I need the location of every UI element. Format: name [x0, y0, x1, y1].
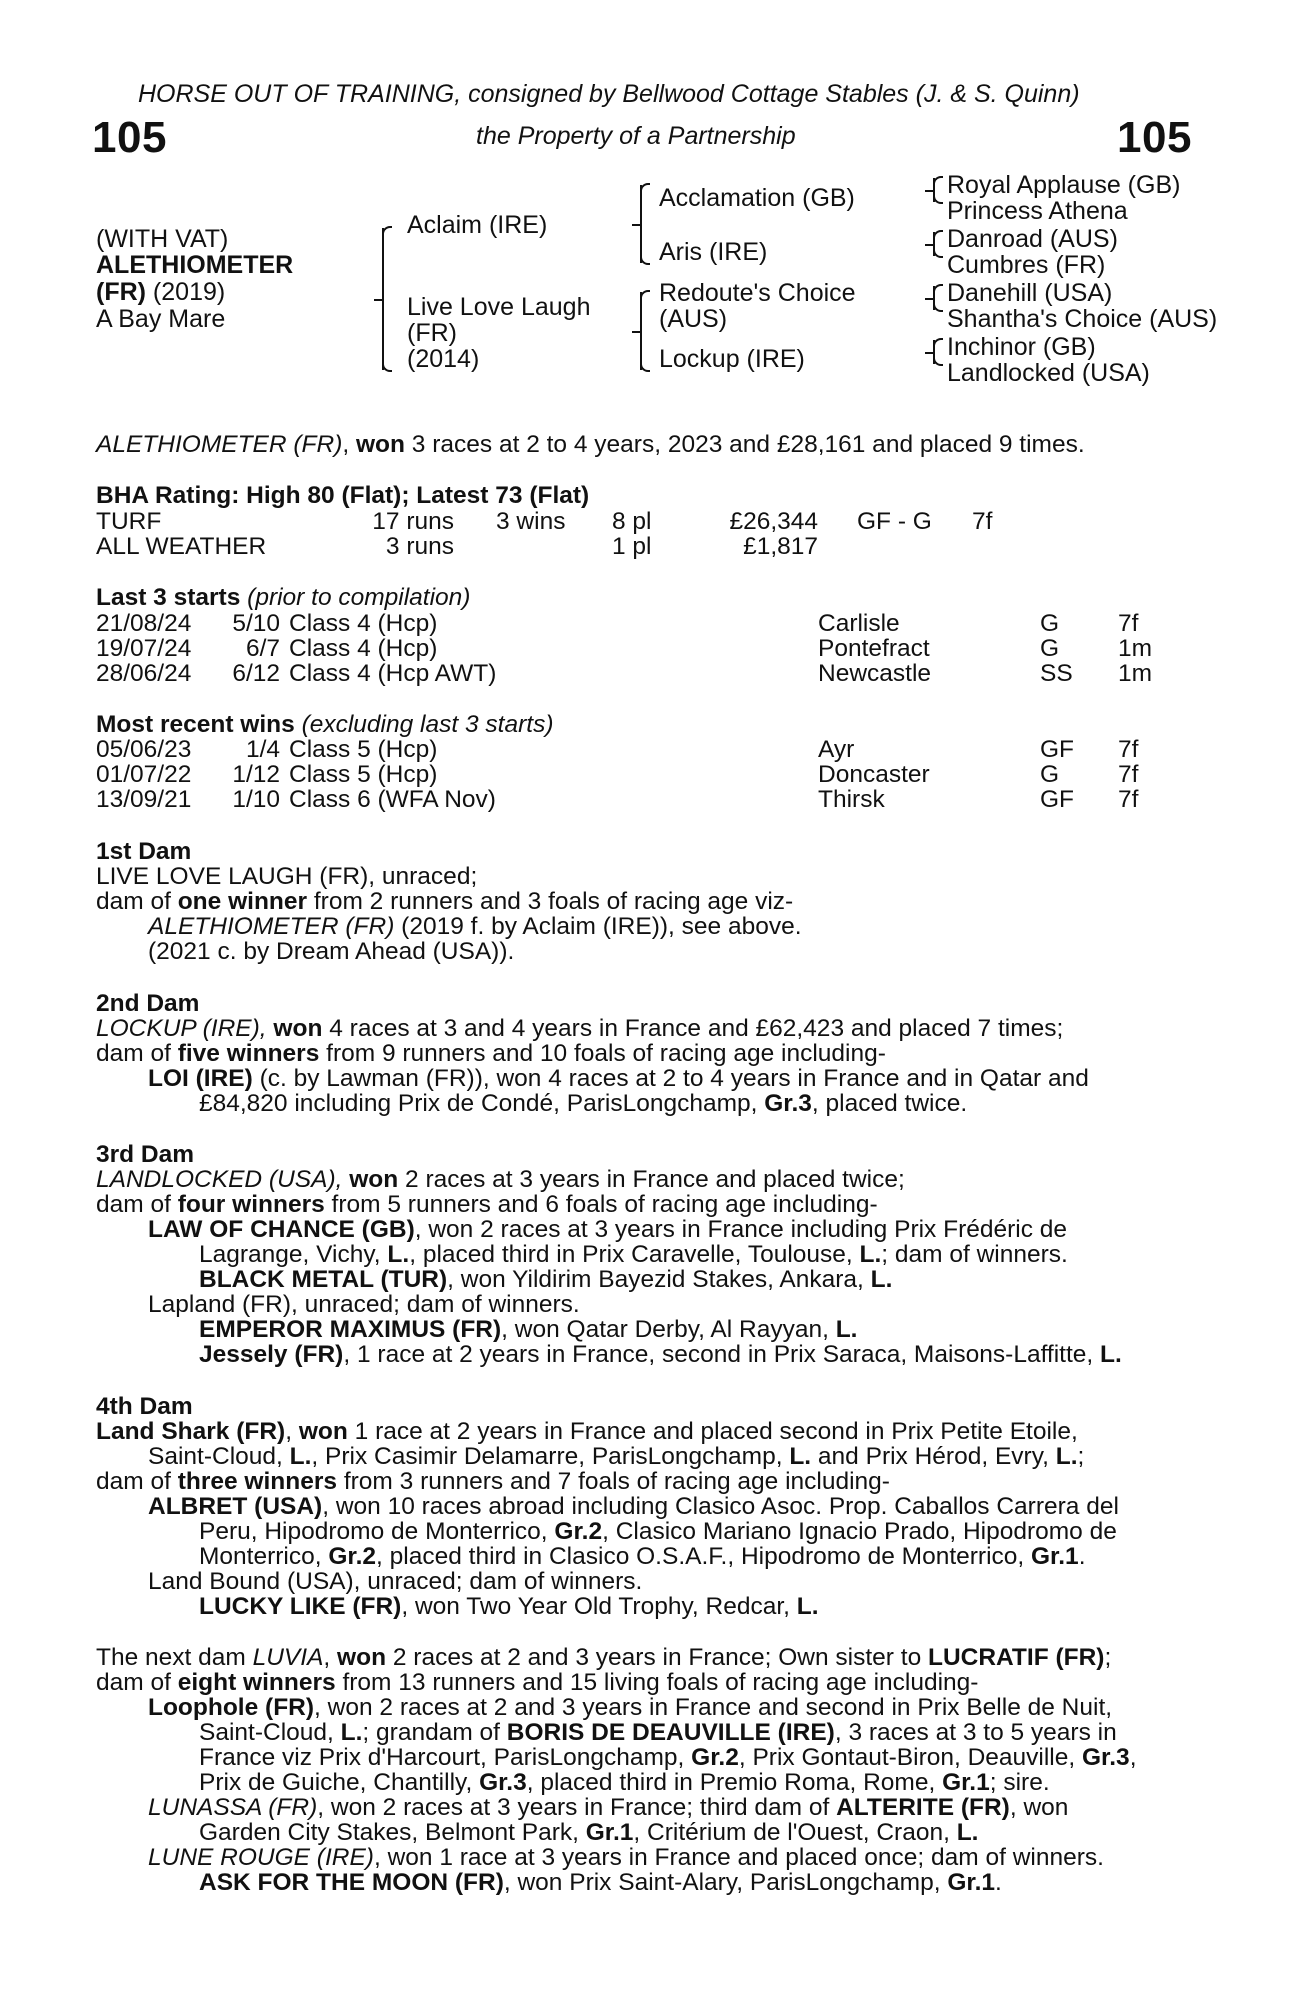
first-dam-heading: 1st Dam: [96, 838, 192, 865]
fourth-dam-line: Peru, Hipodromo de Monterrico, Gr.2, Clasico Mariano Ignacio Prado, Hipodromo de: [199, 1518, 1117, 1545]
horse-country: (FR): [96, 278, 146, 306]
fourth-dam-line: Monterrico, Gr.2, placed third in Clasico O.S.A.F., Hipodromo de Monterrico, Gr.1.: [199, 1543, 1086, 1570]
pedigree-dam-line1: Live Love Laugh: [407, 293, 591, 321]
pedigree-brace-main: [382, 228, 384, 370]
first-dam-line: dam of one winner from 2 runners and 3 foals of racing age viz-: [96, 888, 794, 915]
pedigree-sdd: Cumbres (FR): [947, 251, 1106, 279]
next-dam-line: dam of eight winners from 13 runners and 15 living foals of racing age including-: [96, 1669, 979, 1696]
catalogue-page: HORSE OUT OF TRAINING, consigned by Bellwood Cottage Stables (J. & S. Quinn) 105 the Property of a Partnership 105 (WITH VAT) ALETHIOMETER (FR) (2019) A Bay Mare Aclaim (IRE) Live Love Laugh (FR) (2014) Acclamation (GB) Aris (IRE) Redoute's Choice (AUS) Lockup (IRE) Royal Applause (GB) Princess Athena Danroad (AUS) Cumbres (FR) Danehill (USA) Shantha's Choice (AUS) Inchinor (GB) Landlocked (USA) ALETHIOMETER (FR), won 3 races at 2 to 4 years, 2023 and £28,161 and placed 9 times. BHA Rating: High 80 (Flat); Latest 73 (Flat) TURF 17 runs 3 wins 8 pl £26,344 GF - G 7f ALL WEATHER 3 runs 1 pl £1,817 Last 3 starts (prior to compilation) 21/08/24 5/10 Class 4 (Hcp) Carlisle G 7f 19/07/24 6/7 Class 4 (Hcp) Pontefract G 1m 28/06/24 6/12 Class 4 (Hcp AWT) Newcastle SS 1m Most recent wins (excluding last 3 starts) 05/06/23 1/4 Class 5 (Hcp) Ayr GF 7f 01/07/22 1/12 Class 5 (Hcp) Doncaster G 7f 13/09/21 1/10 Class 6 (WFA Nov) Thirsk GF 7f 1st Dam LIVE LOVE LAUGH (FR), unraced; dam of one winner from 2 runners and 3 foals of racing age viz- ALETHIOMETER (FR) (2019 f. by Aclaim (IRE)), see above. (2021 c. by Dream Ahead (USA)). 2nd Dam LOCKUP (IRE), won 4 races at 3 and 4 years in France and £62,423 and placed 7 times; dam of five winners from 9 runners and 10 foals of racing age including- LOI (IRE) (c. by Lawman (FR)), won 4 races at 2 to 4 years in France and in Qatar and £84,820 including Prix de Condé, ParisLongchamp, Gr.3, placed twice. 3rd Dam LANDLOCKED (USA), won 2 races at 3 years in France and placed twice; dam of four winners from 5 runners and 6 foals of racing age including- LAW OF CHANCE (GB), won 2 races at 3 years in France including Prix Frédéric de Lagrange, Vichy, L., placed third in Prix Caravelle, Toulouse, L.; dam of winners. BLACK METAL (TUR), won Yildirim Bayezid Stakes, Ankara, L. Lapland (FR), unraced; dam of winners. EMPEROR MAXIMUS (FR), won Qatar Derby, Al Rayyan, L. Jessely (FR), 1 race at 2 years in France, second in Prix Saraca, Maisons-Laffitte, L. 4th Dam Land Shark (FR), won 1 race at 2 years in France and placed second in Prix Petite Etoile, Saint-Cloud, L., Prix Casimir Delamarre, ParisLongchamp, L. and Prix Hérod, Evry, L.; dam of three winners from 3 runners and 7 foals of racing age including- ALBRET (USA), won 10 races abroad including Clasico Asoc. Prop. Caballos Carrera del Peru, Hipodromo de Monterrico, Gr.2, Clasico Mariano Ignacio Prado, Hipodromo de Monterrico, Gr.2, placed third in Clasico O.S.A.F., Hipodromo de Monterrico, Gr.1. Land Bound (USA), unraced; dam of winners. LUCKY LIKE (FR), won Two Year Old Trophy, Redcar, L. The next dam LUVIA, won 2 races at 2 and 3 years in France; Own sister to LUCRATIF (FR); dam of eight winners from 13 runners and 15 living foals of racing age including- Loophole (FR), won 2 races at 2 and 3 years in France and second in Prix Belle de Nuit, Saint-Cloud, L.; grandam of BORIS DE DEAUVILLE (IRE), 3 races at 3 to 5 years in France viz Prix d'Harcourt, ParisLongchamp, Gr.2, Prix Gontaut-Biron, Deauville, Gr.3, Prix de Guiche, Chantilly, Gr.3, placed third in Premio Roma, Rome, Gr.1; sire. LUNASSA (FR), won 2 races at 3 years in France; third dam of ALTERITE (FR), won Garden City Stakes, Belmont Park, Gr.1, Critérium de l'Ouest, Craon, L. LUNE ROUGE (IRE), won 1 race at 3 years in France and placed once; dam of winners. ASK FOR THE MOON (FR), won Prix Saint-Alary, ParisLongchamp, Gr.1.: [92, 80, 1218, 1896]
pedigree-ddd: Landlocked (USA): [947, 359, 1150, 387]
pedigree-sire-dam: Aris (IRE): [659, 238, 768, 266]
next-dam-line: Garden City Stakes, Belmont Park, Gr.1, Critérium de l'Ouest, Craon, L.: [199, 1819, 979, 1846]
fourth-dam-line: Land Shark (FR), won 1 race at 2 years in France and placed second in Prix Petite Etoile,: [96, 1418, 1078, 1445]
fourth-dam-line: Saint-Cloud, L., Prix Casimir Delamarre, ParisLongchamp, L. and Prix Hérod, Evry, L.;: [148, 1443, 1085, 1470]
last3-heading: Last 3 starts (prior to compilation): [96, 584, 471, 611]
next-dam-line: LUNASSA (FR), won 2 races at 3 years in France; third dam of ALTERITE (FR), won: [148, 1794, 1069, 1821]
pedigree-dam-line2: (FR): [407, 319, 457, 347]
horse-country-year: [96, 279, 225, 306]
property-line: the Property of a Partnership: [476, 122, 796, 150]
second-dam-line: dam of five winners from 9 runners and 10 foals of racing age including-: [96, 1040, 886, 1067]
pedigree-dam-sire-line2: (AUS): [659, 305, 728, 333]
lot-number-right: 105: [1117, 113, 1192, 162]
first-dam-line: (2021 c. by Dream Ahead (USA)).: [148, 938, 515, 965]
second-dam-line: LOCKUP (IRE), won 4 races at 3 and 4 years in France and £62,423 and placed 7 times;: [96, 1015, 1064, 1042]
pedigree-dds: Inchinor (GB): [947, 333, 1096, 361]
third-dam-line: LAW OF CHANCE (GB), won 2 races at 3 years in France including Prix Frédéric de: [148, 1216, 1068, 1243]
fourth-dam-line: LUCKY LIKE (FR), won Two Year Old Trophy, Redcar, L.: [199, 1593, 819, 1620]
horse-year: (2019): [145, 278, 226, 306]
vat-note: (WITH VAT): [96, 225, 229, 253]
third-dam-line: LANDLOCKED (USA), won 2 races at 3 years in France and placed twice;: [96, 1166, 905, 1193]
pedigree-sds: Danroad (AUS): [947, 225, 1118, 253]
third-dam-line: BLACK METAL (TUR), won Yildirim Bayezid Stakes, Ankara, L.: [199, 1266, 893, 1293]
third-dam-line: Lagrange, Vichy, L., placed third in Prix Caravelle, Toulouse, L.; dam of winners.: [199, 1241, 1068, 1268]
pedigree-brace-ds: [933, 286, 935, 310]
pedigree-ssd: Princess Athena: [947, 197, 1128, 225]
next-dam-line: Loophole (FR), won 2 races at 2 and 3 years in France and second in Prix Belle de Nuit,: [148, 1694, 1113, 1721]
pedigree-dam-line3: (2014): [407, 345, 480, 373]
race-summary: ALETHIOMETER (FR), won 3 races at 2 to 4 years, 2023 and £28,161 and placed 9 times.: [96, 431, 1085, 458]
pedigree-sire: Aclaim (IRE): [407, 211, 548, 239]
third-dam-line: EMPEROR MAXIMUS (FR), won Qatar Derby, Al Rayyan, L.: [199, 1316, 858, 1343]
next-dam-line: France viz Prix d'Harcourt, ParisLongchamp, Gr.2, Prix Gontaut-Biron, Deauville, Gr.3,: [199, 1744, 1137, 1771]
fourth-dam-line: Land Bound (USA), unraced; dam of winners.: [148, 1568, 643, 1595]
second-dam-line: LOI (IRE) (c. by Lawman (FR)), won 4 races at 2 to 4 years in France and in Qatar and: [148, 1065, 1089, 1092]
next-dam-line: LUNE ROUGE (IRE), won 1 race at 3 years in France and placed once; dam of winners.: [148, 1844, 1104, 1871]
third-dam-line: dam of four winners from 5 runners and 6 foals of racing age including-: [96, 1191, 878, 1218]
bha-rating-heading: BHA Rating: High 80 (Flat); Latest 73 (Flat): [96, 482, 590, 509]
next-dam-line: Prix de Guiche, Chantilly, Gr.3, placed third in Premio Roma, Rome, Gr.1; sire.: [199, 1769, 1050, 1796]
fourth-dam-line: dam of three winners from 3 runners and 7 foals of racing age including-: [96, 1468, 890, 1495]
fourth-dam-heading: 4th Dam: [96, 1393, 193, 1420]
horse-description: A Bay Mare: [96, 305, 226, 333]
pedigree-dam-dam: Lockup (IRE): [659, 345, 805, 373]
next-dam-line: ASK FOR THE MOON (FR), won Prix Saint-Alary, ParisLongchamp, Gr.1.: [199, 1869, 1002, 1896]
pedigree-brace-sd: [933, 232, 935, 256]
third-dam-line: Jessely (FR), 1 race at 2 years in France, second in Prix Saraca, Maisons-Laffitte, L.: [199, 1341, 1122, 1368]
next-dam-line: Saint-Cloud, L.; grandam of BORIS DE DEAUVILLE (IRE), 3 races at 3 to 5 years in: [199, 1719, 1117, 1746]
pedigree-brace-sire: [640, 185, 642, 263]
first-dam-line: ALETHIOMETER (FR) (2019 f. by Aclaim (IRE)), see above.: [148, 913, 802, 940]
pedigree-dss: Danehill (USA): [947, 279, 1113, 307]
pedigree-sss: Royal Applause (GB): [947, 171, 1181, 199]
fourth-dam-line: ALBRET (USA), won 10 races abroad including Clasico Asoc. Prop. Caballos Carrera del: [148, 1493, 1119, 1520]
next-dam-line: The next dam LUVIA, won 2 races at 2 and 3 years in France; Own sister to LUCRATIF (FR);: [96, 1644, 1112, 1671]
pedigree-dsd: Shantha's Choice (AUS): [947, 305, 1218, 333]
first-dam-line: LIVE LOVE LAUGH (FR), unraced;: [96, 863, 478, 890]
third-dam-heading: 3rd Dam: [96, 1141, 195, 1168]
pedigree-brace-ss: [933, 178, 935, 202]
pedigree-dam-sire-line1: Redoute's Choice: [659, 279, 856, 307]
third-dam-line: Lapland (FR), unraced; dam of winners.: [148, 1291, 580, 1318]
pedigree-brace-dam: [640, 292, 642, 370]
horse-name: ALETHIOMETER: [96, 251, 294, 279]
consignor-line: HORSE OUT OF TRAINING, consigned by Bellwood Cottage Stables (J. & S. Quinn): [138, 80, 1080, 108]
pedigree-sire-sire: Acclamation (GB): [659, 184, 855, 212]
second-dam-heading: 2nd Dam: [96, 990, 200, 1017]
lot-number-left: 105: [92, 113, 167, 162]
second-dam-line: £84,820 including Prix de Condé, ParisLongchamp, Gr.3, placed twice.: [199, 1090, 968, 1117]
pedigree-brace-dd: [933, 340, 935, 364]
recent-wins-heading: Most recent wins (excluding last 3 starts): [96, 711, 554, 738]
